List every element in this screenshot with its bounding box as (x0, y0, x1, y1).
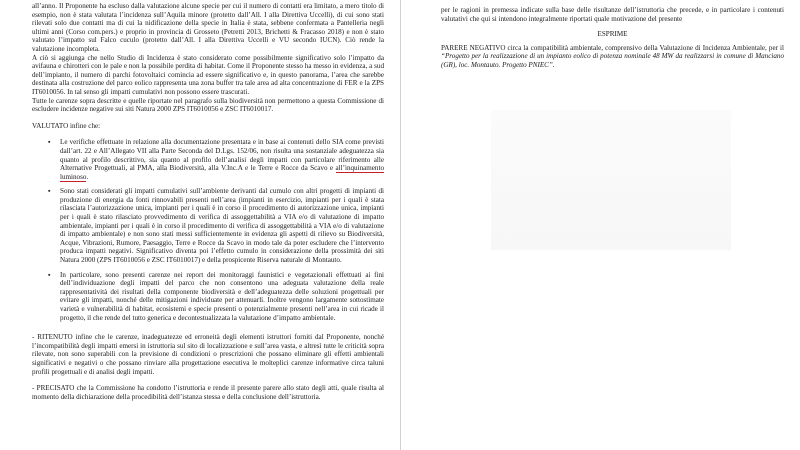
paragraph-parere-negativo (441, 44, 784, 70)
bullet-sia-verification (48, 138, 384, 181)
esprime-heading: ESPRIME (597, 30, 628, 39)
bullet-monitoring-gaps: ▪ In particolare, sono presenti carenze nei report dei monitoraggi faunistici e vegetazionali effettuati ai fini dell’individuazione degli impatti del parco che non consentono una adeguata valutazione della reale rappresentatività dei risultati della componente biodiversità e dell’adeguatezza delle soluzioni progettuali per evitare gli impatti, nonché delle mitigazioni individuate per attenuarli. Inoltre vengono largamente sottostimate varietà e vulnerabilità di habitat, ecosistemi e specie presenti o potenzialmente presenti nell’area in cui ricade il progetto, il che rende del tutto generica e decontestualizzata la valutazione d’impatto ambientale. (48, 271, 384, 323)
parere-text: PARERE NEGATIVO circa la compatibilità ambientale, comprensivo della Valutazione di Incidenza Ambientale, per il (441, 43, 784, 52)
valutato-bullet-list (48, 138, 384, 322)
right-document-page (400, 0, 800, 450)
bullet-sia-text: Le verifiche effettuate in relazione alla documentazione presentata e in base ai contenuti dello SIA come previsti dall’art. 22 e All’Allegato VII alla Parte Seconda del D.Lgs. 152/06, non risulta una sostanziale adeguatezza sia quanto al profilo descrittivo, sia quanto al profilo dell’analisi degli impatti con particolare riferimento alle Alternative Progettuali, al PMA, alla Biodiversità, alla V.Inc.A e le Terre e Rocce da Scavo e (60, 138, 384, 173)
faded-blank-area (491, 110, 731, 250)
paragraph-ritenuto: - RITENUTO infine che le carenze, inadeguatezze ed erroneità degli elementi istruttori forniti dal Proponente, nonché l’incompatibilità degli impatti emersi in istruttoria sul sito di localizzazione e sull’area vasta, e altresì tutte le criticità sopra rilevate, non sono superabili con la previsione di condizioni o prescrizioni che possano eliminare gli effetti ambientali significativi e negativi o che possano rinviare alla progettazione esecutiva le molteplici carenze informative circa taluni profili progettuali e di analisi degli impatti. (32, 333, 384, 376)
project-title: “Progetto per la realizzazione di un impianto eolico di potenza nominale 48 MW da realizzarsi in comune di Manciano (GR), loc. Montauto. Progetto PNIEC”. (441, 52, 784, 69)
paragraph-habitat-loss: A ciò si aggiunga che nello Studio di Incidenza è stato considerato come possibilmente significativo solo l’impatto da avifauna e chirotteri con le pale e non la possibile perdita di habitat. Come il Proponente stesso ha messo in evidenza, a sud dell’impianto, il numero di parchi fotovoltaici comincia ad essere significativo e, in questo panorama, l’area che sarebbe destinata alla costruzione del parco eolico rappresenta una zona buffer tra tale area ad alta concentrazione di FER e la ZPS IT6010056. In tal senso gli impatti cumulativi non possono essere trascurati. (32, 53, 384, 96)
highlighted-light-pollution: all’inquinamento luminoso (60, 164, 384, 181)
paragraph-intro-reasons: per le ragioni in premessa indicate sulla base delle risultanze dell’istruttoria che precede, e in particolare i contenuti valutativi che qui si intendono integralmente riportati quale motivazione del presente (441, 6, 784, 23)
bullet-sia-end: . (86, 172, 89, 181)
paragraph-species-exclusion: all’anno. Il Proponente ha escluso dalla valutazione alcune specie per cui il numero di contatti era limitato, a mero titolo di esempio, non è stata valutata l’incidenza sull’Aquila minore (protetto dall’All. I alla Direttiva Uccelli), di cui sono stati rilevati solo due contatti ma di cui la nidificazione della specie in Italia è stata, sebbene confermata a Pantelleria negli ultimi anni (Corso com.pers.) e proprio in provincia di Grosseto (Petretti 2013, Brichetti & Fracasso 2018) e non è stato valutato l’impatto sul Falco cuculo (protetto dall’All. I alla Direttiva Uccelli e VU secondo IUCN). Ciò rende la valutazione incompleta. (32, 2, 384, 53)
valutato-heading: VALUTATO infine che: (32, 121, 101, 130)
paragraph-precisato: - PRECISATO che la Commissione ha condotto l’istruttoria e rende il presente parere allo stato degli atti, quale risulta al momento della dichiarazione della procedibilità dell’istanza stessa e della conclusione dell’istruttoria. (32, 384, 384, 401)
paragraph-conclusion-natura2000: Tutte le carenze sopra descritte e quelle riportate nel paragrafo sulla biodiversità non permettono a questa Commissione di escludere incidenze negative sui siti Natura 2000 ZPS IT6010056 e ZSC IT6010017. (32, 96, 384, 114)
bullet-cumulative-impacts: ▪ Sono stati considerati gli impatti cumulativi sull’ambiente derivanti dal cumulo con altri progetti di impianti di produzione di energia da fonti rinnovabili presenti nell’area (impianti in esercizio, impianti per i quali è stata rilasciata l’autorizzazione unica, impianti per i quali è in corso il procedimento di autorizzazione unica, impianti per i quali è stato rilasciato provvedimento di verifica di assoggettabilità a VIA e/o di valutazione di impatto ambientale, impianti per i quali è in corso il procedimento di verifica di assoggettabilità a VIA e/o di valutazione di impatto ambientale) e non sono stati messi sufficientemente in evidenza gli aspetti di rilievo su Biodiversità, Acque, Vibrazioni, Rumore, Paesaggio, Terre e Rocce da Scavo in modo tale da poter escludere che l’intervento produca impatti negativi. Significativo diventa poi l’effetto cumulo in considerazione della prossimità dei siti Natura 2000 (ZPS IT6010056 e ZSC IT6010017) e della prospicente Riserva naturale di Montauto. (48, 187, 384, 264)
